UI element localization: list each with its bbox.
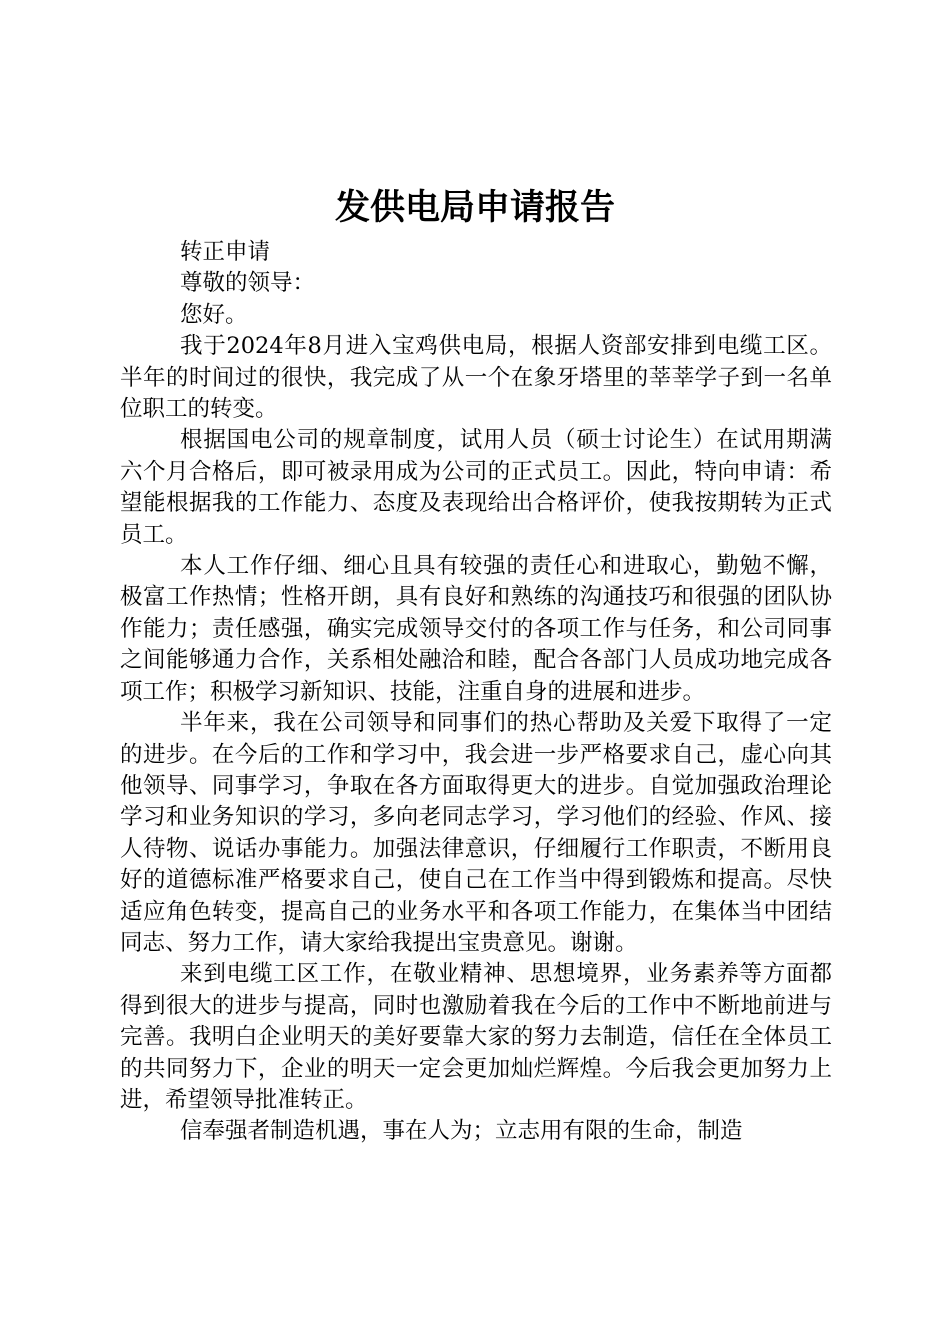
- paragraph-heading: 转正申请: [180, 239, 271, 265]
- paragraph: 信奉强者制造机遇，事在人为；立志用有限的生命，制造: [180, 1118, 743, 1145]
- paragraph: 本人工作仔细、细心且具有较强的责任心和进取心，勤勉不懈，极富工作热情；性格开朗，具有良好和熟练的沟通技巧和很强的团队协作能力；责任感强，确实完成领导交付的各项工作与任务，和公司同事之间能够通力合作，关系相处融洽和睦，配合各部门人员成功地完成各项工作；积极学习新知识、技能，注重自身的进展和进步。: [120, 553, 832, 705]
- paragraph: 来到电缆工区工作，在敬业精神、思想境界，业务素养等方面都得到很大的进步与提高，同时也激励着我在今后的工作中不断地前进与完善。我明白企业明天的美好要靠大家的努力去制造，信任在全体员工的共同努力下，企业的明天一定会更加灿烂辉煌。今后我会更加努力上进，希望领导批准转正。: [120, 961, 832, 1113]
- paragraph: 根据国电公司的规章制度，试用人员（硕士讨论生）在试用期满六个月合格后，即可被录用成为公司的正式员工。因此，特向申请：希望能根据我的工作能力、态度及表现给出合格评价，使我按期转为正式员工。: [120, 427, 832, 548]
- paragraph: 我于2024年8月进入宝鸡供电局，根据人资部安排到电缆工区。半年的时间过的很快，我完成了从一个在象牙塔里的莘莘学子到一名单位职工的转变。: [120, 333, 832, 423]
- paragraph-greeting: 您好。: [180, 301, 248, 328]
- paragraph: 半年来，我在公司领导和同事们的热心帮助及关爱下取得了一定的进步。在今后的工作和学习中，我会进一步严格要求自己，虚心向其他领导、同事学习，争取在各方面取得更大的进步。自觉加强政治理论学习和业务知识的学习，多向老同志学习，学习他们的经验、作风、接人待物、说话办事能力。加强法律意识，仔细履行工作职责，不断用良好的道德标准严格要求自己，使自己在工作当中得到锻炼和提高。尽快适应角色转变，提高自己的业务水平和各项工作能力，在集体当中团结同志、努力工作，请大家给我提出宝贵意见。谢谢。: [120, 710, 832, 956]
- document-body: [120, 237, 832, 1148]
- paragraph-salutation: 尊敬的领导：: [180, 270, 316, 297]
- document-title: 发供电局申请报告: [334, 187, 615, 228]
